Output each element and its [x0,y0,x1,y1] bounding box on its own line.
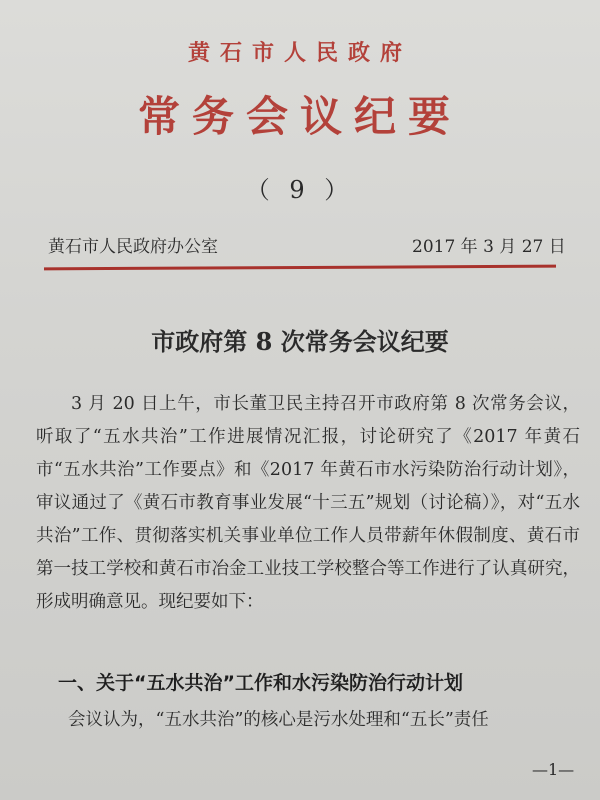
issuer-name: 黄石市人民政府办公室 [48,237,218,257]
section-heading: 一、关于“五水共治”工作和水污染防治行动计划 [58,672,463,694]
issue-number: （ 9 ） [245,176,355,204]
red-divider [44,265,556,271]
issuing-office: 黄石市人民政府 [187,40,412,66]
document-title: 常务会议纪要 [137,92,462,141]
body-paragraph: 3 月 20 日上午，市长董卫民主持召开市政府第 8 次常务会议，听取了“五水共治”工作进展情况汇报，讨论研究了《2017 年黄石市“五水共治”工作要点》和《2017 年黄石市水污染防治行动计划》，审议通过了《黄石市教育事业发展“十三五”规划（讨论稿）》，对“五水共治”工作、贯彻落实机关事业单位工作人员带薪年休假制度、黄石市第一技工学校和黄石市冶金工业技工学校整合等工作进行了认真研究，形成明确意见。现纪要如下： [36,394,580,612]
issue-date: 2017 年 3 月 27 日 [412,237,566,257]
meeting-title: 市政府第 8 次常务会议纪要 [151,327,449,356]
body-paragraph-continued: 会议认为，“五水共治”的核心是污水处理和“五长”责任 [68,710,489,730]
page-number: —1— [532,760,575,779]
